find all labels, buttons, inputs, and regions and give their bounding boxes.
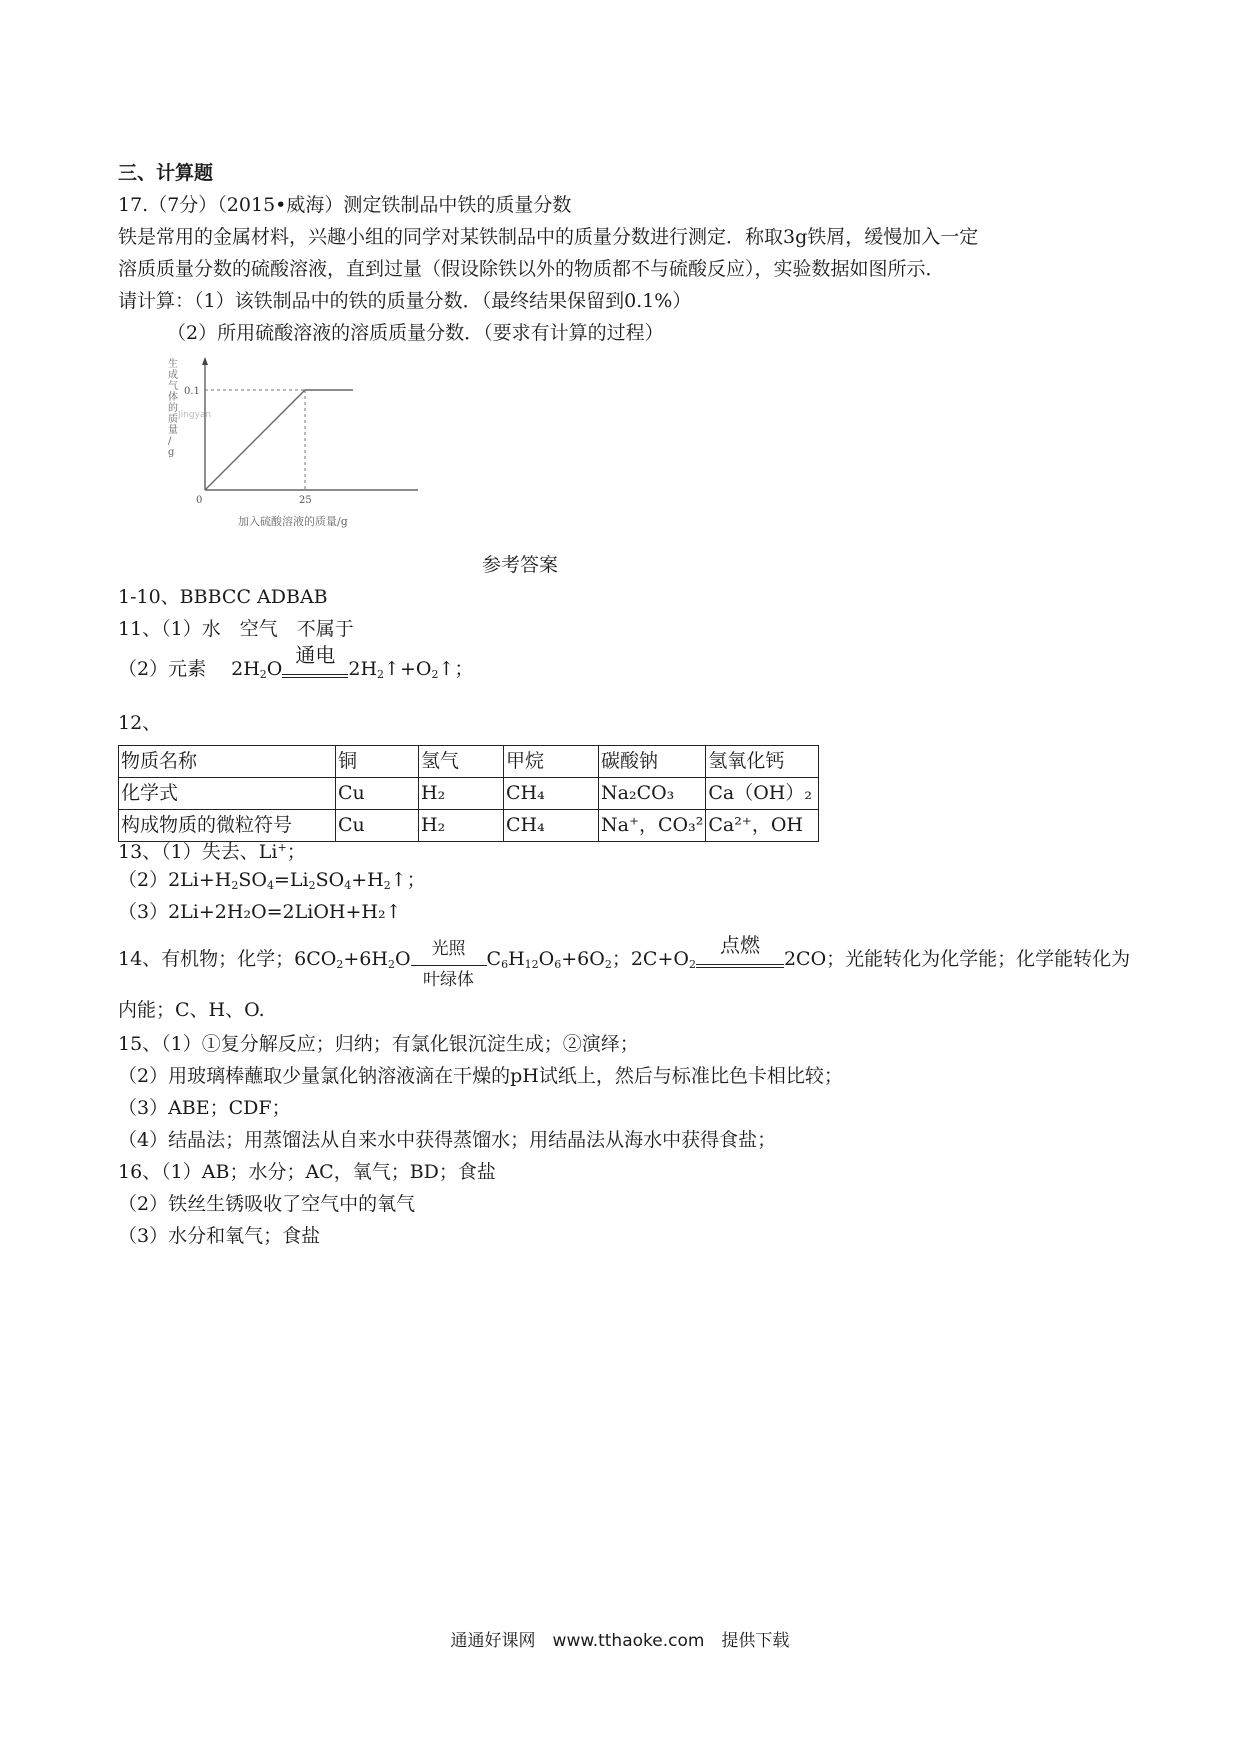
answer-15-part3: （3）ABE；CDF； (118, 1097, 291, 1119)
table-cell: 氢氧化钙 (706, 746, 819, 778)
answer-15-part1: 15、（1）①复分解反应；归纳；有氯化银沉淀生成；②演绎； (118, 1033, 639, 1055)
table-cell: CH₄ (504, 778, 599, 810)
table-cell: H₂ (419, 778, 504, 810)
question-17-ask1: 请计算：（1）该铁制品中的铁的质量分数．（最终结果保留到0.1%） (118, 290, 692, 312)
table-cell: CH₄ (504, 810, 599, 842)
table-cell: 物质名称 (119, 746, 336, 778)
series-line (205, 390, 353, 490)
answer-11-part1: 11、（1）水 空气 不属于 (118, 618, 354, 640)
table-cell: 碳酸钠 (599, 746, 706, 778)
answer-14-line1: 14、有机物；化学；$6CO_2+6H_2O$ $\frac{\text{光照}}{\text{叶绿体}}$ $C_6H_{12}O_6+6O_2$；$2C+O_2$ 点燃 2CO；光能转化为化学能；化学能转化为 (118, 933, 1131, 990)
table-row (119, 778, 819, 810)
data-series (205, 390, 353, 490)
table-row (119, 746, 819, 778)
y-axis-label (168, 357, 178, 458)
table-cell: 化学式 (119, 778, 336, 810)
table-cell: 铜 (336, 746, 419, 778)
answer-1-10: 1-10、BBBCC ADBAB (118, 586, 328, 608)
table-cell: Na⁺，CO₃² (599, 810, 706, 842)
table-cell: Na₂CO₃ (599, 778, 706, 810)
table-cell: Cu (336, 810, 419, 842)
combustion-condition: 点燃 (696, 952, 784, 978)
answer-13-part3: （3）2Li+2H₂O=2LiOH+H₂↑ (118, 901, 402, 923)
answer-16-part2: （2）铁丝生锈吸收了空气中的氧气 (118, 1193, 416, 1215)
photosynthesis-condition: $\frac{\text{光照}}{\text{叶绿体}}$ (411, 952, 487, 978)
watermark: Jingyan (178, 410, 212, 420)
origin-label: 0 (196, 495, 203, 506)
y-tick-label: 0.1 (184, 386, 200, 397)
answer-14-line2: 内能；C、H、O. (118, 999, 265, 1021)
answer-15-part4: （4）结晶法；用蒸馏法从自来水中获得蒸馏水；用结晶法从海水中获得食盐； (118, 1129, 777, 1151)
answers-title: 参考答案 (481, 554, 558, 576)
mass-graph (170, 355, 420, 535)
electrolysis-condition: 通电 (282, 662, 348, 688)
answer-13-part2: $(2)2Li+H_2SO_4=Li_2SO_4+H_2↑$； (118, 869, 426, 892)
y-axis-label-text: 生成气体的质量/ g (168, 359, 178, 458)
question-17-title: 17.（7分）（2015•威海）测定铁制品中铁的质量分数 (118, 194, 572, 216)
y-axis-arrow (202, 357, 208, 365)
answer-11-part2: （2）元素 $2H_2O$ 通电 $2H_2↑+O_2↑$； (118, 656, 473, 688)
x-tick-label: 25 (299, 495, 312, 506)
answer-16-part3: （3）水分和氧气；食盐 (118, 1225, 321, 1247)
table-cell: Cu (336, 778, 419, 810)
question-17-para2: 溶质质量分数的硫酸溶液，直到过量（假设除铁以外的物质都不与硫酸反应），实验数据如图所示． (118, 258, 945, 280)
table-cell: Ca（OH）₂ (706, 778, 819, 810)
answer-13-part1: 13、（1）失去、Li+； (118, 841, 306, 863)
section-heading: 三、计算题 (118, 162, 214, 184)
answer-12-label: 12、 (118, 712, 162, 734)
question-17-ask2: （2）所用硫酸溶液的溶质质量分数．（要求有计算的过程） (167, 322, 664, 344)
question-17-para1: 铁是常用的金属材料，兴趣小组的同学对某铁制品中的质量分数进行测定．称取3g铁屑，缓慢加入一定 (118, 226, 979, 248)
table-cell: Ca²⁺，OH (706, 810, 819, 842)
x-axis-label: 加入硫酸溶液的质量/g (238, 515, 348, 528)
answer-16-part1: 16、（1）AB；水分；AC，氧气；BD；食盐 (118, 1161, 496, 1183)
page-footer: 通通好课网 www.tthaoke.com 提供下载 (450, 1631, 790, 1651)
table-cell: 氢气 (419, 746, 504, 778)
table-cell: 甲烷 (504, 746, 599, 778)
answer-15-part2: （2）用玻璃棒蘸取少量氯化钠溶液滴在干燥的pH试纸上，然后与标准比色卡相比较； (118, 1065, 843, 1087)
substance-table (118, 745, 819, 842)
table-cell: H₂ (419, 810, 504, 842)
table-cell: 构成物质的微粒符号 (119, 810, 336, 842)
